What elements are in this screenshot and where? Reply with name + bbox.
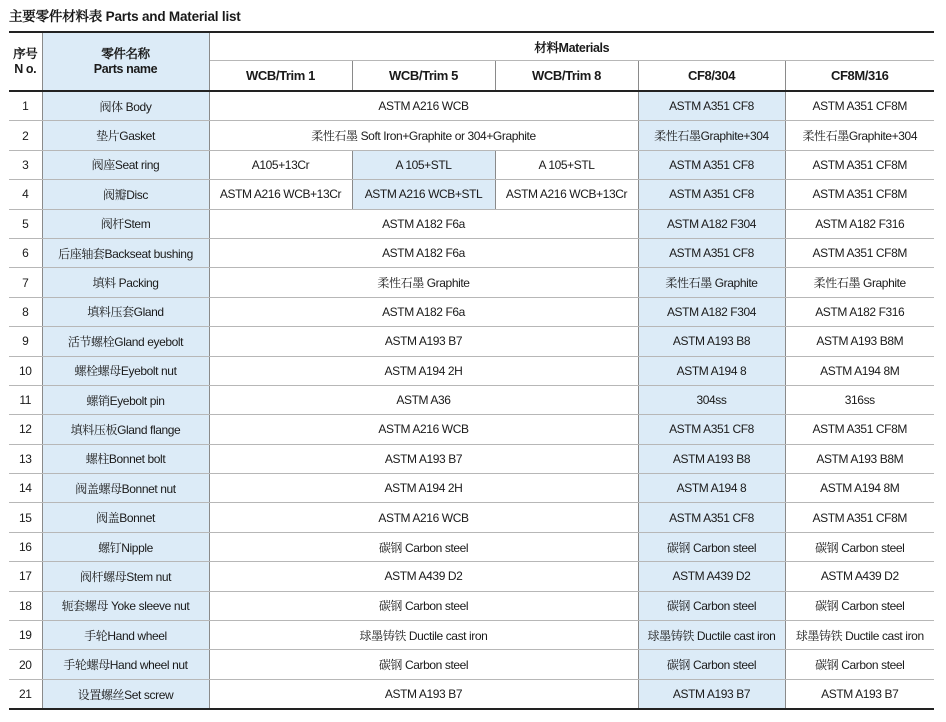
header-parts-name [42, 32, 209, 91]
row-number-cell: 1 [9, 91, 42, 121]
cf8m-material-cell: ASTM A351 CF8M [785, 503, 934, 532]
cf8m-material-cell: ASTM A351 CF8M [785, 415, 934, 444]
trim8-material-cell: ASTM A216 WCB+13Cr [495, 180, 638, 209]
cf8-material-cell: ASTM A193 B8 [638, 327, 785, 356]
row-number-cell: 15 [9, 503, 42, 532]
header-col-cf8: CF8/304 [638, 61, 785, 92]
part-name-cell: 螺栓螺母Eyebolt nut [42, 356, 209, 385]
wcb-material-cell: ASTM A193 B7 [209, 327, 638, 356]
row-number-cell: 3 [9, 150, 42, 179]
header-parts-name-cn: 零件名称 [101, 47, 150, 62]
cf8m-material-cell: 柔性石墨 Graphite [785, 268, 934, 297]
wcb-material-cell: ASTM A36 [209, 385, 638, 414]
trim5-material-cell: A 105+STL [352, 150, 495, 179]
header-no-en: N o. [14, 61, 37, 76]
row-number-cell: 8 [9, 297, 42, 326]
row-number-cell: 7 [9, 268, 42, 297]
cf8-material-cell: ASTM A351 CF8 [638, 91, 785, 121]
part-name-cell: 阀瓣Disc [42, 180, 209, 209]
wcb-material-cell: ASTM A182 F6a [209, 209, 638, 238]
part-name-cell: 阀体 Body [42, 91, 209, 121]
part-name-cell: 阀座Seat ring [42, 150, 209, 179]
row-number-cell: 9 [9, 327, 42, 356]
table-row [9, 415, 934, 444]
part-name-cell: 阀杆Stem [42, 209, 209, 238]
part-name-cell: 垫片Gasket [42, 121, 209, 150]
cf8m-material-cell: ASTM A182 F316 [785, 209, 934, 238]
wcb-material-cell: ASTM A193 B7 [209, 444, 638, 473]
table-row [9, 444, 934, 473]
wcb-material-cell: ASTM A193 B7 [209, 679, 638, 709]
cf8-material-cell: ASTM A439 D2 [638, 562, 785, 591]
header-parts-name-en: Parts name [93, 61, 158, 76]
part-name-cell: 手轮Hand wheel [42, 621, 209, 650]
table-row [9, 327, 934, 356]
cf8m-material-cell: ASTM A351 CF8M [785, 238, 934, 267]
table-row [9, 650, 934, 679]
part-name-cell: 填料压套Gland [42, 297, 209, 326]
cf8-material-cell: 柔性石墨 Graphite [638, 268, 785, 297]
part-name-cell: 螺钉Nipple [42, 532, 209, 561]
part-name-cell: 螺柱Bonnet bolt [42, 444, 209, 473]
cf8m-material-cell: 碳钢 Carbon steel [785, 591, 934, 620]
cf8m-material-cell: ASTM A182 F316 [785, 297, 934, 326]
wcb-material-cell: ASTM A194 2H [209, 474, 638, 503]
row-number-cell: 12 [9, 415, 42, 444]
trim8-material-cell: A 105+STL [495, 150, 638, 179]
trim5-material-cell: ASTM A216 WCB+STL [352, 180, 495, 209]
cf8-material-cell: ASTM A193 B7 [638, 679, 785, 709]
cf8m-material-cell: ASTM A439 D2 [785, 562, 934, 591]
wcb-material-cell: ASTM A439 D2 [209, 562, 638, 591]
cf8-material-cell: 碳钢 Carbon steel [638, 532, 785, 561]
row-number-cell: 21 [9, 679, 42, 709]
cf8m-material-cell: ASTM A193 B7 [785, 679, 934, 709]
cf8m-material-cell: ASTM A193 B8M [785, 327, 934, 356]
row-number-cell: 20 [9, 650, 42, 679]
part-name-cell: 活节螺栓Gland eyebolt [42, 327, 209, 356]
row-number-cell: 17 [9, 562, 42, 591]
cf8m-material-cell: ASTM A351 CF8M [785, 180, 934, 209]
header-col-trim1: WCB/Trim 1 [209, 61, 352, 92]
cf8-material-cell: ASTM A351 CF8 [638, 180, 785, 209]
wcb-material-cell: ASTM A194 2H [209, 356, 638, 385]
page-title: 主要零件材料表 Parts and Material list [9, 9, 241, 24]
part-name-cell: 轭套螺母 Yoke sleeve nut [42, 591, 209, 620]
wcb-material-cell: ASTM A216 WCB [209, 91, 638, 121]
header-col-cf8m: CF8M/316 [785, 61, 934, 92]
table-row [9, 356, 934, 385]
wcb-material-cell: 柔性石墨 Soft Iron+Graphite or 304+Graphite [209, 121, 638, 150]
cf8-material-cell: ASTM A351 CF8 [638, 503, 785, 532]
wcb-material-cell: 碳钢 Carbon steel [209, 650, 638, 679]
row-number-cell: 19 [9, 621, 42, 650]
cf8m-material-cell: ASTM A351 CF8M [785, 91, 934, 121]
row-number-cell: 6 [9, 238, 42, 267]
cf8-material-cell: 柔性石墨Graphite+304 [638, 121, 785, 150]
cf8m-material-cell: 碳钢 Carbon steel [785, 650, 934, 679]
table-row [9, 268, 934, 297]
table-row [9, 91, 934, 121]
table-row [9, 591, 934, 620]
table-row [9, 474, 934, 503]
part-name-cell: 填料 Packing [42, 268, 209, 297]
trim1-material-cell: A105+13Cr [209, 150, 352, 179]
header-col-trim8: WCB/Trim 8 [495, 61, 638, 92]
header-no-cn: 序号 [13, 47, 38, 62]
row-number-cell: 14 [9, 474, 42, 503]
part-name-cell: 螺销Eyebolt pin [42, 385, 209, 414]
header-no [9, 32, 42, 91]
wcb-material-cell: ASTM A216 WCB [209, 415, 638, 444]
cf8-material-cell: ASTM A182 F304 [638, 209, 785, 238]
table-row [9, 621, 934, 650]
wcb-material-cell: 球墨铸铁 Ductile cast iron [209, 621, 638, 650]
cf8-material-cell: ASTM A194 8 [638, 474, 785, 503]
cf8m-material-cell: ASTM A193 B8M [785, 444, 934, 473]
cf8-material-cell: ASTM A193 B8 [638, 444, 785, 473]
part-name-cell: 填料压板Gland flange [42, 415, 209, 444]
wcb-material-cell: 碳钢 Carbon steel [209, 532, 638, 561]
cf8-material-cell: 碳钢 Carbon steel [638, 591, 785, 620]
cf8m-material-cell: ASTM A194 8M [785, 356, 934, 385]
header-materials: 材料Materials [209, 32, 934, 61]
wcb-material-cell: ASTM A182 F6a [209, 297, 638, 326]
cf8m-material-cell: 316ss [785, 385, 934, 414]
cf8-material-cell: 304ss [638, 385, 785, 414]
header-col-trim5: WCB/Trim 5 [352, 61, 495, 92]
table-row [9, 121, 934, 150]
cf8-material-cell: 球墨铸铁 Ductile cast iron [638, 621, 785, 650]
row-number-cell: 16 [9, 532, 42, 561]
cf8-material-cell: ASTM A351 CF8 [638, 238, 785, 267]
wcb-material-cell: ASTM A216 WCB [209, 503, 638, 532]
cf8m-material-cell: 球墨铸铁 Ductile cast iron [785, 621, 934, 650]
cf8m-material-cell: ASTM A194 8M [785, 474, 934, 503]
table-row [9, 532, 934, 561]
cf8-material-cell: ASTM A351 CF8 [638, 150, 785, 179]
cf8m-material-cell: 柔性石墨Graphite+304 [785, 121, 934, 150]
cf8m-material-cell: ASTM A351 CF8M [785, 150, 934, 179]
part-name-cell: 阀杆螺母Stem nut [42, 562, 209, 591]
table-row [9, 150, 934, 179]
cf8-material-cell: ASTM A182 F304 [638, 297, 785, 326]
table-row [9, 180, 934, 209]
part-name-cell: 阀盖螺母Bonnet nut [42, 474, 209, 503]
table-row [9, 297, 934, 326]
parts-material-table [9, 31, 934, 710]
cf8-material-cell: ASTM A351 CF8 [638, 415, 785, 444]
table-body [9, 91, 934, 709]
cf8m-material-cell: 碳钢 Carbon steel [785, 532, 934, 561]
row-number-cell: 13 [9, 444, 42, 473]
table-row [9, 385, 934, 414]
row-number-cell: 4 [9, 180, 42, 209]
row-number-cell: 2 [9, 121, 42, 150]
row-number-cell: 11 [9, 385, 42, 414]
table-row [9, 679, 934, 709]
table-row [9, 238, 934, 267]
wcb-material-cell: ASTM A182 F6a [209, 238, 638, 267]
table-row [9, 503, 934, 532]
table-row [9, 562, 934, 591]
cf8-material-cell: ASTM A194 8 [638, 356, 785, 385]
row-number-cell: 10 [9, 356, 42, 385]
wcb-material-cell: 碳钢 Carbon steel [209, 591, 638, 620]
row-number-cell: 18 [9, 591, 42, 620]
row-number-cell: 5 [9, 209, 42, 238]
wcb-material-cell: 柔性石墨 Graphite [209, 268, 638, 297]
part-name-cell: 阀盖Bonnet [42, 503, 209, 532]
part-name-cell: 后座轴套Backseat bushing [42, 238, 209, 267]
trim1-material-cell: ASTM A216 WCB+13Cr [209, 180, 352, 209]
table-row [9, 209, 934, 238]
part-name-cell: 设置螺丝Set screw [42, 679, 209, 709]
cf8-material-cell: 碳钢 Carbon steel [638, 650, 785, 679]
part-name-cell: 手轮螺母Hand wheel nut [42, 650, 209, 679]
